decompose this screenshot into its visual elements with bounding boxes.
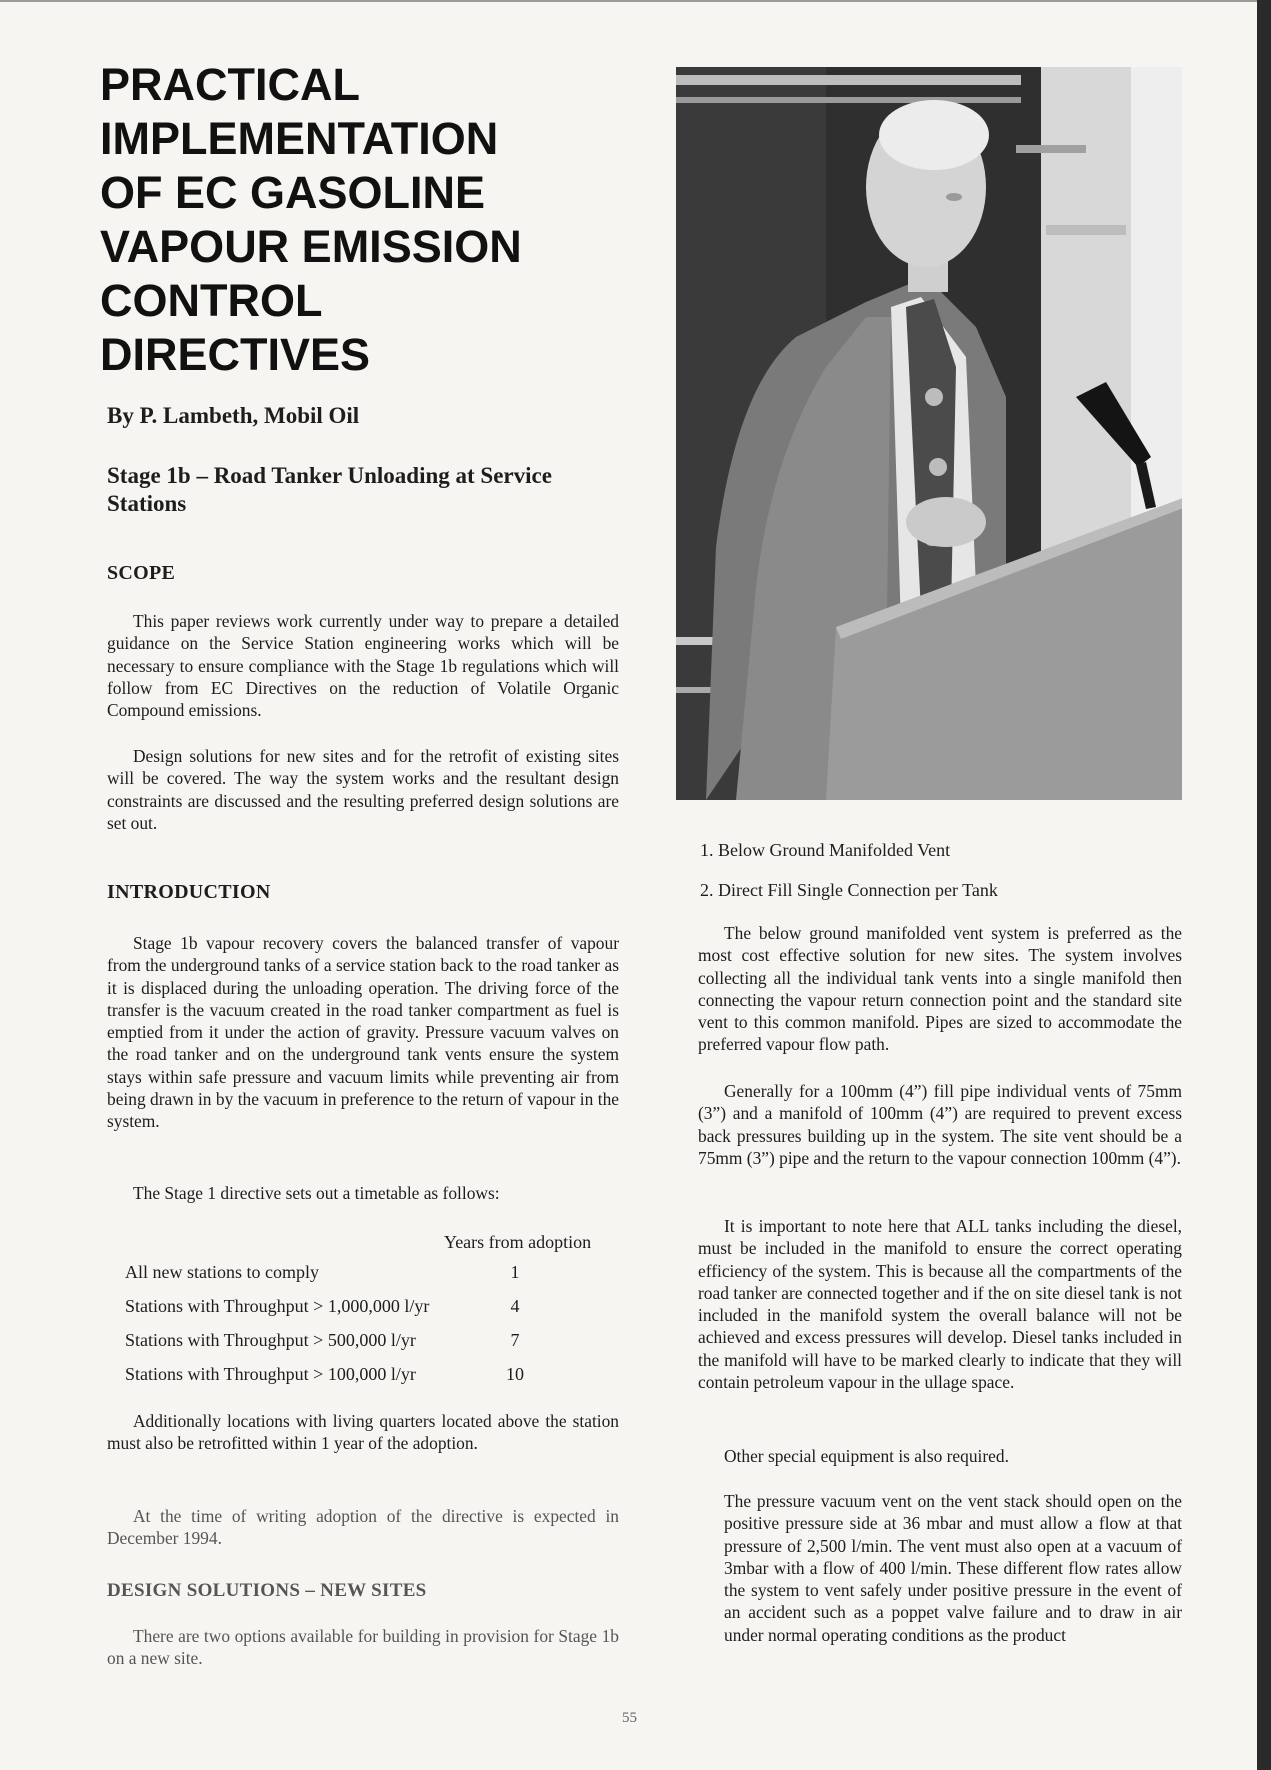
speaker-photo-graphic	[676, 67, 1182, 800]
row-value: 4	[510, 1296, 520, 1316]
page-number: 55	[622, 1710, 637, 1726]
timetable-header: Years from adoption	[444, 1232, 592, 1252]
subtitle: Stage 1b – Road Tanker Unloading at Service Stations	[107, 463, 552, 516]
table-row	[125, 1296, 545, 1330]
page-edge	[1257, 0, 1271, 1770]
body-paragraph: Generally for a 100mm (4”) fill pipe individual vents of 75mm (3”) and a manifold of 100mm (4”) are required to prevent excess back pressures building up in the system. The site vent should be a 75mm (3”) pipe and the return to the vapour connection 100mm (4”).	[698, 1081, 1182, 1168]
body-paragraph: The below ground manifolded vent system is preferred as the most cost effective solution for new sites. The system involves collecting all the individual tank vents into a single manifold then connecting the vapour return connection point and the standard site vent to this common manifold. Pipes are sized to accommodate the preferred vapour flow path.	[698, 923, 1182, 1055]
title-line: VAPOUR EMISSION	[100, 221, 522, 272]
row-value: 7	[510, 1330, 520, 1350]
body-paragraph: Additionally locations with living quarters located above the station must also be retrofitted within 1 year of the adoption.	[107, 1411, 619, 1454]
option-item: 1. Below Ground Manifolded Vent	[700, 840, 951, 860]
scope-paragraph: This paper reviews work currently under way to prepare a detailed guidance on the Service Station engineering works which will be necessary to ensure compliance with the Stage 1b regulations which will follow from EC Directives on the reduction of Volatile Organic Compound emissions.	[107, 611, 619, 721]
body-paragraph: At the time of writing adoption of the directive is expected in December 1994.	[107, 1506, 619, 1549]
row-label: Stations with Throughput > 500,000 l/yr	[125, 1330, 416, 1350]
article-title	[100, 58, 620, 382]
timetable	[125, 1262, 545, 1398]
byline: By P. Lambeth, Mobil Oil	[107, 403, 360, 428]
title-line: PRACTICAL	[100, 59, 360, 110]
title-line: CONTROL	[100, 275, 323, 326]
body-paragraph: It is important to note here that ALL tanks including the diesel, must be included in the manifold to ensure the correct operating efficiency of the system. This is because all the compartments of the road tanker are connected together and if the on site diesel tank is not included in the manifold system the overall balance will not be achieved and excess pressures will develop. Diesel tanks included in the manifold will have to be marked clearly to indicate that they will contain petroleum vapour in the ullage space.	[698, 1216, 1182, 1393]
introduction-paragraph: The Stage 1 directive sets out a timetable as follows:	[133, 1183, 500, 1203]
title-line: DIRECTIVES	[100, 329, 371, 380]
body-paragraph: Other special equipment is also required.	[724, 1446, 1009, 1466]
table-row	[125, 1262, 545, 1296]
title-line: IMPLEMENTATION	[100, 113, 499, 164]
row-label: Stations with Throughput > 1,000,000 l/yr	[125, 1296, 430, 1316]
scope-heading: SCOPE	[107, 562, 176, 584]
row-value: 1	[510, 1262, 520, 1282]
introduction-heading: INTRODUCTION	[107, 881, 271, 903]
option-item: 2. Direct Fill Single Connection per Tank	[700, 880, 998, 900]
design-heading: DESIGN SOLUTIONS – NEW SITES	[107, 1580, 427, 1601]
row-value: 10	[506, 1364, 524, 1384]
table-row	[125, 1364, 545, 1398]
title-line: OF EC GASOLINE	[100, 167, 486, 218]
scope-paragraph: Design solutions for new sites and for the retrofit of existing sites will be covered. The way the system works and the resultant design constraints are discussed and the resulting preferred design solutions are set out.	[107, 746, 619, 833]
speaker-photo	[676, 67, 1182, 800]
row-label: All new stations to comply	[125, 1262, 319, 1282]
top-rule	[0, 0, 1271, 2]
table-row	[125, 1330, 545, 1364]
row-label: Stations with Throughput > 100,000 l/yr	[125, 1364, 416, 1384]
introduction-paragraph: Stage 1b vapour recovery covers the balanced transfer of vapour from the underground tanks of a service station back to the road tanker as it is displaced during the unloading operation. The driving force of the transfer is the vacuum created in the road tanker compartment as fuel is emptied from it under the action of gravity. Pressure vacuum valves on the road tanker and on the underground tank vents ensure the system stays within safe pressure and vacuum limits while preventing air from being drawn in by the vacuum in preference to the return of vapour in the system.	[107, 933, 619, 1132]
body-paragraph: The pressure vacuum vent on the vent stack should open on the positive pressure side at 36 mbar and must allow a flow at that pressure of 2,500 l/min. The vent must also open at a vacuum of 3mbar with a flow of 400 l/min. These different flow rates allow the system to vent safely under positive pressure in the event of an accident such as a poppet valve failure and to draw in air under normal operating conditions as the product	[724, 1491, 1182, 1645]
design-paragraph: There are two options available for building in provision for Stage 1b on a new site.	[107, 1626, 619, 1669]
